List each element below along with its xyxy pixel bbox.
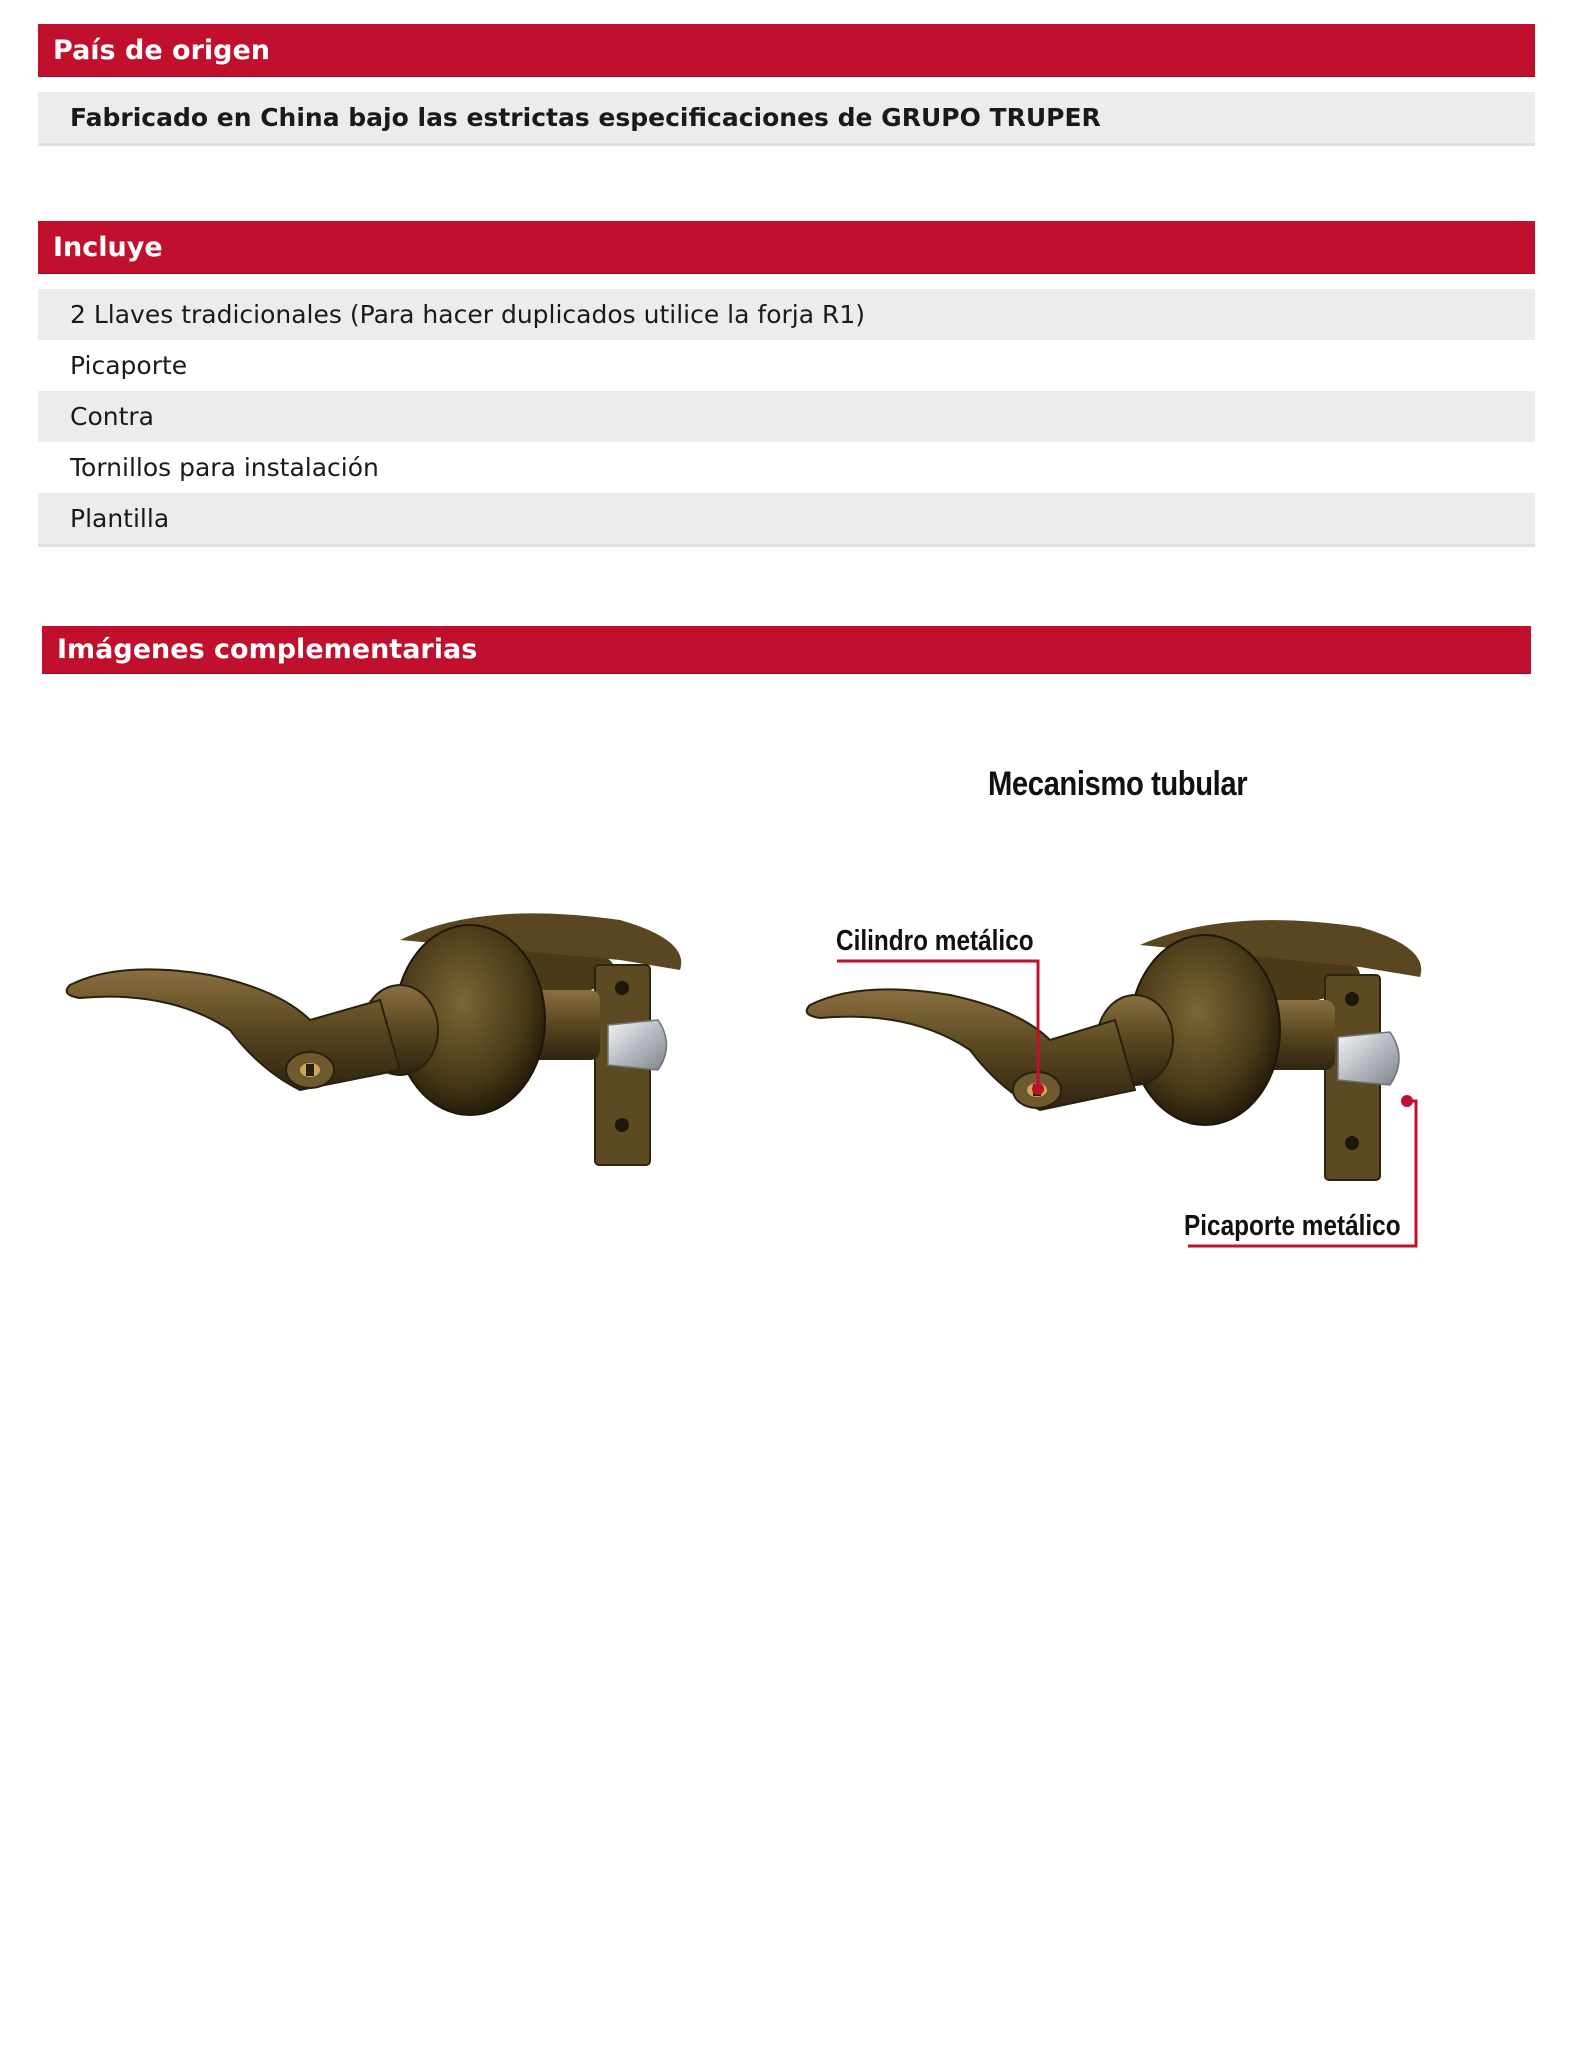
images-header: Imágenes complementarias — [42, 626, 1531, 674]
divider — [38, 143, 1535, 146]
origin-text: Fabricado en China bajo las estrictas especificaciones de GRUPO TRUPER — [38, 92, 1535, 143]
origin-header: País de origen — [38, 24, 1535, 77]
callout-cylinder-line — [835, 958, 1045, 1098]
divider — [38, 544, 1535, 547]
callout-dot-icon — [1032, 1083, 1044, 1095]
lever-lock-icon — [60, 880, 720, 1180]
list-item: Contra — [38, 391, 1535, 442]
list-item: 2 Llaves tradicionales (Para hacer duplicados utilice la forja R1) — [38, 289, 1535, 340]
list-item: Plantilla — [38, 493, 1535, 544]
list-item: Picaporte — [70, 351, 188, 380]
includes-header: Incluye — [38, 221, 1535, 274]
list-item: Tornillos para instalación — [70, 453, 379, 482]
callout-cylinder-label: Cilindro metálico — [836, 925, 1034, 957]
callout-latch-label: Picaporte metálico — [1184, 1210, 1401, 1242]
diagram-title: Mecanismo tubular — [988, 765, 1248, 803]
